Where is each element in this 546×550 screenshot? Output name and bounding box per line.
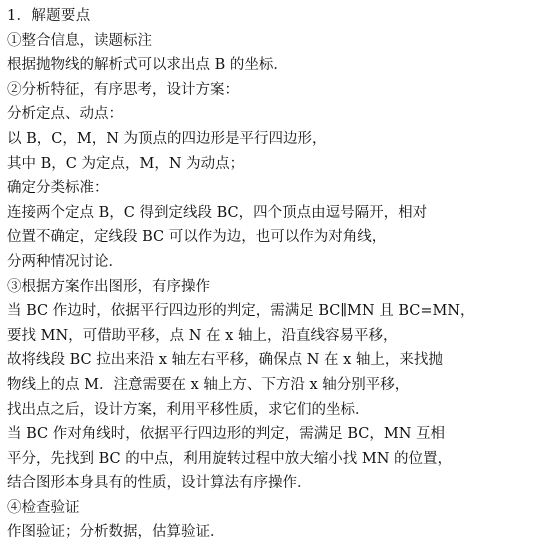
text-line: 当 BC 作边时，依据平行四边形的判定，需满足 BC∥MN 且 BC=MN， [7,303,475,320]
text-line: 平分，先找到 BC 的中点，利用旋转过程中放大缩小找 MN 的位置， [7,450,452,467]
step-heading-2: ②分析特征，有序思考，设计方案： [7,81,239,98]
text-line: 确定分类标准： [7,180,109,197]
text-line: 找出点之后，设计方案，利用平移性质，求它们的坐标． [7,401,370,418]
text-line: 故将线段 BC 拉出来沿 x 轴左右平移，确保点 N 在 x 轴上，来找抛 [7,352,443,369]
text-line: 要找 MN，可借助平移，点 N 在 x 轴上，沿直线容易平移， [7,327,398,344]
document-body [7,4,543,545]
step-heading-4: ④检查验证 [7,499,80,516]
text-line: 位置不确定，定线段 BC 可以作为边，也可以作为对角线， [7,229,387,246]
text-line: 作图验证；分析数据，估算验证． [7,524,225,541]
step-heading-3: ③根据方案作出图形，有序操作 [7,278,210,295]
text-line: 以 B，C，M，N 为顶点的四边形是平行四边形， [7,130,327,147]
text-line: 根据抛物线的解析式可以求出点 B 的坐标． [7,57,288,74]
text-line: 连接两个定点 B，C 得到定线段 BC，四个顶点由逗号隔开，相对 [7,204,428,221]
text-line: 当 BC 作对角线时，依据平行四边形的判定，需满足 BC，MN 互相 [7,426,446,443]
section-title: 1．解题要点 [7,8,91,24]
text-line: 结合图形本身具有的性质，设计算法有序操作． [7,475,312,492]
text-line: 分两种情况讨论． [7,253,123,270]
text-line: 物线上的点 M．注意需要在 x 轴上方、下方沿 x 轴分别平移， [7,376,410,393]
step-heading-1: ①整合信息，读题标注 [7,32,152,49]
text-line: 分析定点、动点： [7,106,123,123]
text-line: 其中 B，C 为定点，M，N 为动点； [7,155,245,172]
